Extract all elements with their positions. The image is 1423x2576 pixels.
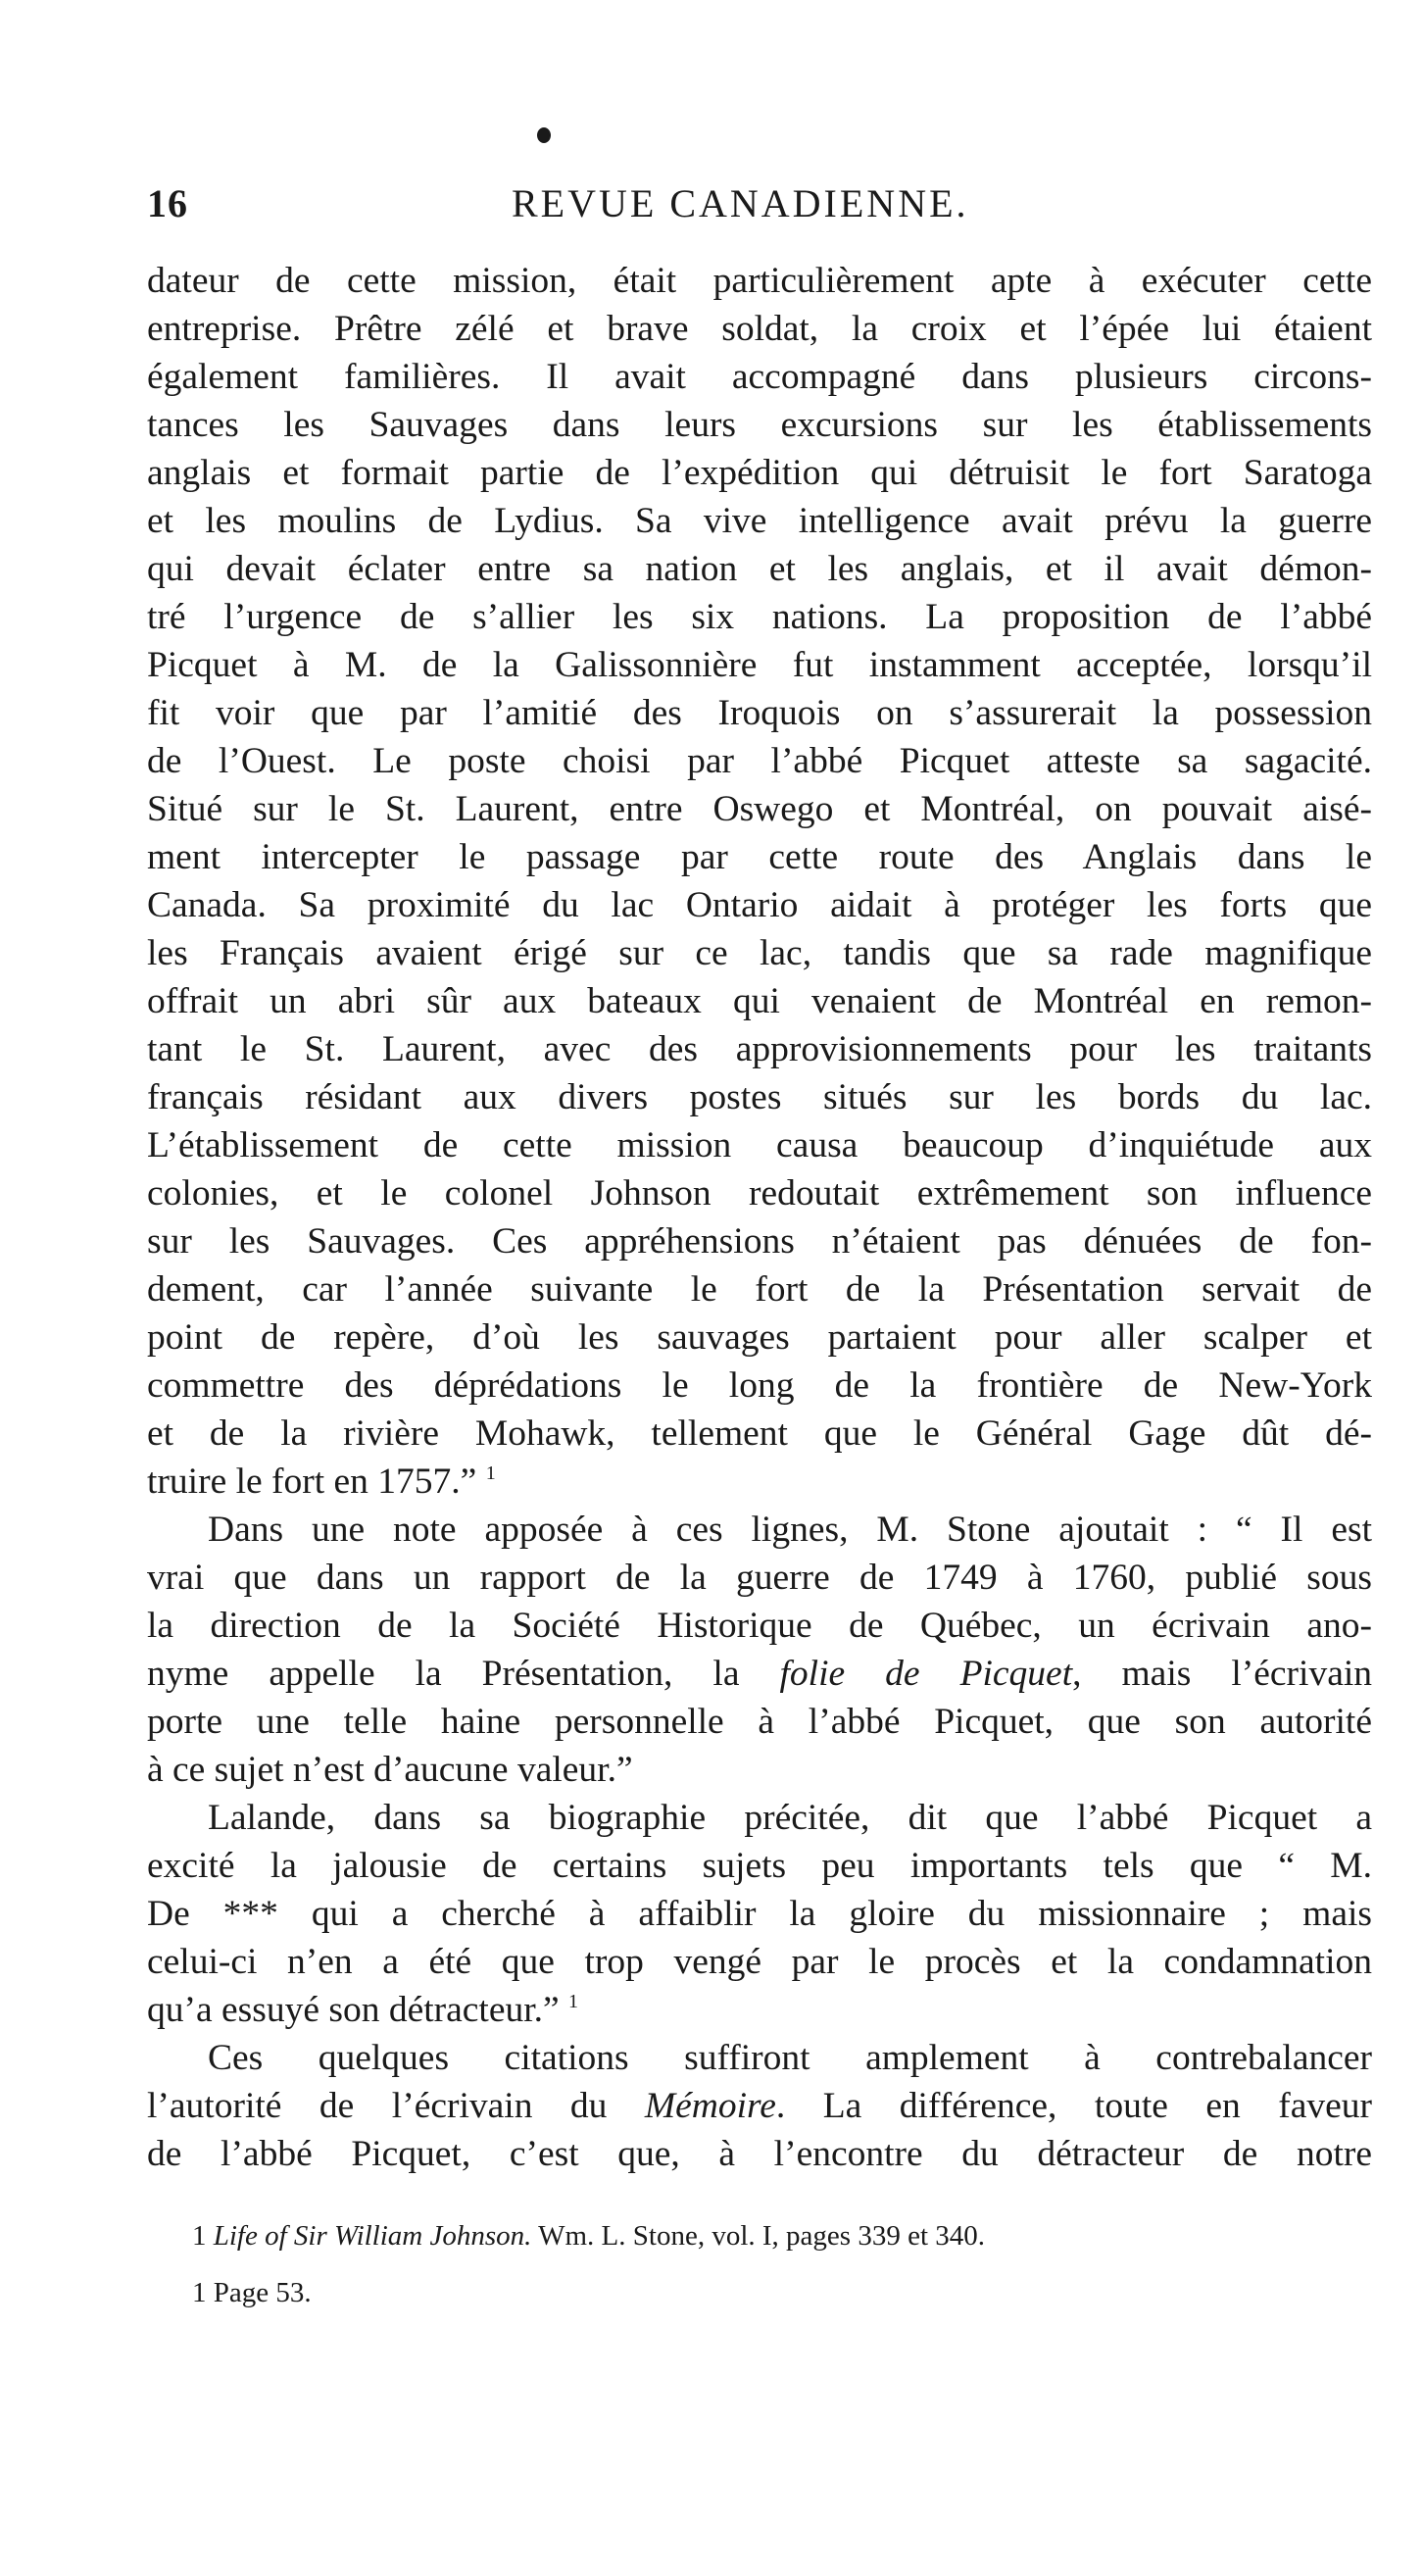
text-line [147, 1121, 1372, 1169]
text-run: L’établissement de cette mission causa beaucoup d’inquiétude aux [147, 1125, 1372, 1165]
text-line [147, 1698, 1372, 1746]
text-run: Dans une note apposée à ces lignes, M. Stone ajoutait : “ Il est [208, 1510, 1372, 1550]
text-run: de l’Ouest. Le poste choisi par l’abbé Picquet atteste sa sagacité. [147, 741, 1372, 781]
text-run: et de la rivière Mohawk, tellement que le Général Gage dût dé- [147, 1413, 1372, 1454]
footnote-ref: 1 [568, 1991, 579, 2012]
text-line [147, 1794, 1372, 1842]
text-line [147, 1842, 1372, 1890]
text-run: dateur de cette mission, était particulièrement apte à exécuter cette [147, 261, 1372, 301]
body-text [147, 257, 1372, 2178]
footnote-title: Life of Sir William Johnson. [213, 2220, 532, 2252]
text-line [147, 1650, 1372, 1698]
text-line [147, 305, 1372, 353]
page-header [147, 180, 1372, 239]
text-line [147, 1506, 1372, 1554]
text-line [147, 2034, 1372, 2082]
footnote-ref: 1 [485, 1462, 496, 1484]
text-line [147, 401, 1372, 449]
text-line [147, 737, 1372, 785]
text-line [147, 593, 1372, 641]
text-run: tances les Sauvages dans leurs excursions sur les établissements [147, 405, 1372, 445]
text-run: l’autorité de l’écrivain du [147, 2086, 645, 2126]
footnote-marker: 1 [192, 2220, 207, 2252]
footnote-marker: 1 [192, 2277, 207, 2308]
text-line [147, 1746, 1372, 1794]
text-run: Situé sur le St. Laurent, entre Oswego et Montréal, on pouvait aisé- [147, 789, 1372, 829]
italic-title: folie de Picquet [779, 1654, 1073, 1694]
text-line [147, 1410, 1372, 1458]
text-line [147, 1602, 1372, 1650]
text-line [147, 977, 1372, 1025]
text-run: commettre des déprédations le long de la frontière de New-York [147, 1365, 1372, 1406]
text-line [147, 689, 1372, 737]
text-run: entreprise. Prêtre zélé et brave soldat, la croix et l’épée lui étaient [147, 309, 1372, 349]
text-run: de l’abbé Picquet, c’est que, à l’encontre du détracteur de notre [147, 2134, 1372, 2174]
text-run: qui devait éclater entre sa nation et les anglais, et il avait démon- [147, 549, 1372, 589]
text-run: dement, car l’année suivante le fort de la Présentation servait de [147, 1269, 1372, 1310]
footnote [192, 2217, 1368, 2254]
running-head: REVUE CANADIENNE. [512, 181, 969, 225]
text-line [147, 1265, 1372, 1313]
text-line [147, 257, 1372, 305]
text-run: . La différence, toute en faveur [775, 2086, 1372, 2126]
text-line [147, 1986, 1372, 2034]
text-line [147, 1025, 1372, 1073]
text-line [147, 1890, 1372, 1938]
text-line [147, 929, 1372, 977]
text-line [147, 1313, 1372, 1362]
text-line [147, 833, 1372, 881]
text-run: anglais et formait partie de l’expédition qui détruisit le fort Saratoga [147, 453, 1372, 493]
text-run: Lalande, dans sa biographie précitée, dit que l’abbé Picquet a [208, 1798, 1372, 1838]
text-run: colonies, et le colonel Johnson redoutait extrêmement son influence [147, 1173, 1372, 1214]
page-number: 16 [147, 181, 188, 225]
text-run: également familières. Il avait accompagné dans plusieurs circons- [147, 357, 1372, 397]
italic-title: Mémoire [644, 2086, 776, 2126]
text-run: tant le St. Laurent, avec des approvisionnements pour les traitants [147, 1029, 1372, 1069]
footnote-text: Page 53. [213, 2277, 312, 2308]
text-run: et les moulins de Lydius. Sa vive intelligence avait prévu la guerre [147, 501, 1372, 541]
text-run: porte une telle haine personnelle à l’abbé Picquet, que son autorité [147, 1702, 1372, 1742]
text-run: nyme appelle la Présentation, la [147, 1654, 780, 1694]
text-run: ment intercepter le passage par cette route des Anglais dans le [147, 837, 1372, 877]
text-line [147, 497, 1372, 545]
text-line [147, 353, 1372, 401]
footnote [192, 2274, 1368, 2311]
text-run: tré l’urgence de s’allier les six nations. La proposition de l’abbé [147, 597, 1372, 637]
text-run: les Français avaient érigé sur ce lac, tandis que sa rade magnifique [147, 933, 1372, 973]
text-run: De *** qui a cherché à affaiblir la gloire du missionnaire ; mais [147, 1894, 1372, 1934]
text-line [147, 1073, 1372, 1121]
text-line [147, 881, 1372, 929]
text-run: point de repère, d’où les sauvages partaient pour aller scalper et [147, 1317, 1372, 1358]
text-run: truire le fort en 1757.” [147, 1461, 477, 1502]
text-run: celui-ci n’en a été que trop vengé par le procès et la condamnation [147, 1942, 1372, 1982]
text-line [147, 545, 1372, 593]
ink-dot [537, 127, 551, 143]
text-run: sur les Sauvages. Ces appréhensions n’étaient pas dénuées de fon- [147, 1221, 1372, 1262]
text-line [147, 641, 1372, 689]
text-line [147, 2082, 1372, 2130]
text-line [147, 1458, 1372, 1506]
footnotes [192, 2217, 1368, 2331]
text-line [147, 1217, 1372, 1265]
text-run: vrai que dans un rapport de la guerre de 1749 à 1760, publié sous [147, 1558, 1372, 1598]
text-run: Canada. Sa proximité du lac Ontario aidait à protéger les forts que [147, 885, 1372, 925]
text-run: à ce sujet n’est d’aucune valeur.” [147, 1750, 633, 1790]
text-run: fit voir que par l’amitié des Iroquois on s’assurerait la possession [147, 693, 1372, 733]
footnote-text: Wm. L. Stone, vol. I, pages 339 et 340. [531, 2220, 986, 2252]
text-line [147, 449, 1372, 497]
text-run: Ces quelques citations suffiront amplement à contrebalancer [208, 2038, 1372, 2078]
text-line [147, 1938, 1372, 1986]
text-run: Picquet à M. de la Galissonnière fut instamment acceptée, lorsqu’il [147, 645, 1372, 685]
text-line [147, 1554, 1372, 1602]
text-run: qu’a essuyé son détracteur.” [147, 1990, 560, 2030]
text-line [147, 785, 1372, 833]
text-run: la direction de la Société Historique de Québec, un écrivain ano- [147, 1606, 1372, 1646]
text-line [147, 2130, 1372, 2178]
text-line [147, 1362, 1372, 1410]
text-run: offrait un abri sûr aux bateaux qui venaient de Montréal en remon- [147, 981, 1372, 1021]
text-run: , mais l’écrivain [1072, 1654, 1373, 1694]
text-run: français résidant aux divers postes situés sur les bords du lac. [147, 1077, 1372, 1117]
text-run: excité la jalousie de certains sujets peu importants tels que “ M. [147, 1846, 1372, 1886]
text-line [147, 1169, 1372, 1217]
